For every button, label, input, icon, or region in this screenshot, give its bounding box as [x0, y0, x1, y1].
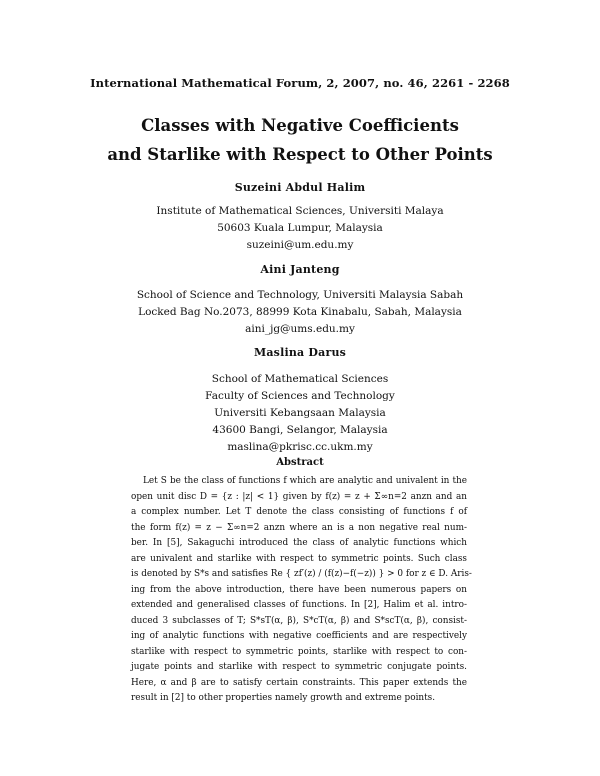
author-email: maslina@pkrisc.cc.ukm.my	[227, 441, 373, 453]
affiliation-line: School of Science and Technology, Universiti Malaysia Sabah	[136, 289, 464, 301]
affiliation-line: Faculty of Sciences and Technology	[205, 390, 395, 402]
author-name: Suzeini Abdul Halim	[234, 181, 366, 194]
affiliation-line: School of Mathematical Sciences	[211, 373, 389, 385]
abstract-line: a complex number. Let T denote the class consisting of functions f of	[131, 507, 467, 517]
author-affiliation	[0, 203, 600, 254]
author-name: Aini Janteng	[260, 263, 340, 276]
abstract-line: the form f(z) = z − Σ∞n=2 anzn where an is a non negative real num-	[131, 522, 467, 533]
affiliation-line: 43600 Bangi, Selangor, Malaysia	[212, 424, 388, 436]
author-affiliation	[0, 287, 600, 338]
journal-header: International Mathematical Forum, 2, 2007, no. 46, 2261 - 2268	[90, 76, 510, 90]
abstract-line: Here, α and β are to satisfy certain constraints. This paper extends the	[131, 677, 467, 688]
abstract-line: Let S be the class of functions f which are analytic and univalent in the	[143, 476, 467, 486]
abstract-line: ber. In [5], Sakaguchi introduced the class of analytic functions which	[131, 538, 467, 548]
abstract-line: open unit disc D = {z : |z| < 1} given by f(z) = z + Σ∞n=2 anzn and an	[131, 491, 467, 502]
abstract-line: ing of analytic functions with negative coefficients and are respectively	[131, 631, 467, 641]
affiliation-line: Locked Bag No.2073, 88999 Kota Kinabalu, Sabah, Malaysia	[138, 306, 462, 318]
paper-title-line-2: and Starlike with Respect to Other Points	[107, 145, 493, 164]
abstract-line: result in [2] to other properties namely growth and extreme points.	[131, 693, 436, 703]
abstract-line: are univalent and starlike with respect to symmetric points. Such class	[131, 553, 467, 564]
abstract-heading: Abstract	[276, 457, 324, 468]
affiliation-line: Institute of Mathematical Sciences, Universiti Malaya	[156, 205, 444, 217]
author-name: Maslina Darus	[253, 346, 347, 359]
abstract-line: ing from the above introduction, there have been numerous papers on	[131, 584, 467, 595]
affiliation-line: 50603 Kuala Lumpur, Malaysia	[217, 222, 383, 234]
author-email: suzeini@um.edu.my	[246, 239, 354, 251]
paper-title-line-1: Classes with Negative Coefficients	[141, 116, 459, 135]
affiliation-line: Universiti Kebangsaan Malaysia	[214, 407, 386, 419]
abstract-line: starlike with respect to symmetric points, starlike with respect to con-	[131, 646, 467, 657]
abstract-body	[131, 474, 472, 707]
abstract-line: extended and generalised classes of functions. In [2], Halim et al. intro-	[131, 600, 467, 610]
abstract-line: duced 3 subclasses of T; S*sT(α, β), S*cT(α, β) and S*scT(α, β), consist-	[131, 615, 467, 626]
author-affiliation	[0, 371, 600, 456]
abstract-line: jugate points and starlike with respect to symmetric conjugate points.	[131, 662, 467, 672]
author-email: aini_jg@ums.edu.my	[245, 323, 355, 335]
abstract-line: is denoted by S*s and satisfies Re { zf′(z) / (f(z)−f(−z)) } > 0 for z ∈ D. Aris-	[131, 569, 472, 579]
